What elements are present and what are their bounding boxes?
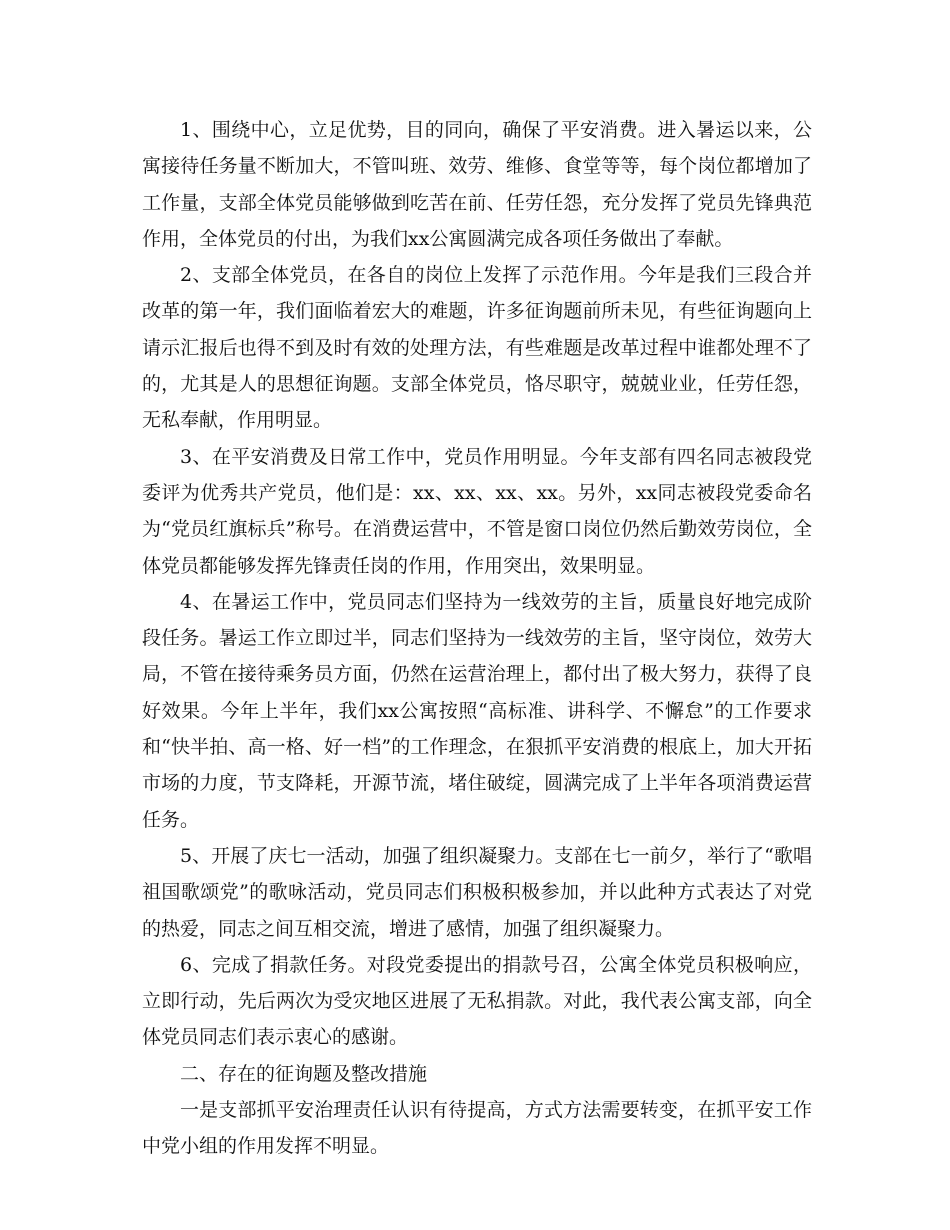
paragraph-4: 4、在暑运工作中，党员同志们坚持为一线效劳的主旨，质量良好地完成阶段任务。暑运工作立即过半，同志们坚持为一线效劳的主旨，坚守岗位，效劳大局，不管在接待乘务员方面，仍然在运营治理上，都付出了极大努力，获得了良好效果。今年上半年，我们xx公寓按照“高标准、讲科学、不懈怠”的工作要求和“快半拍、高一格、好一档”的工作理念，在狠抓平安消费的根底上，加大开拓市场的力度，节支降耗，开源节流，堵住破绽，圆满完成了上半年各项消费运营任务。 — [142, 590, 812, 831]
paragraph-6: 6、完成了捐款任务。对段党委提出的捐款号召，公寓全体党员积极响应，立即行动，先后两次为受灾地区进展了无私捐款。对此，我代表公寓支部，向全体党员同志们表示衷心的感谢。 — [142, 953, 812, 1049]
paragraph-1: 1、围绕中心，立足优势，目的同向，确保了平安消费。进入暑运以来，公寓接待任务量不断加大，不管叫班、效劳、维修、食堂等等，每个岗位都增加了工作量，支部全体党员能够做到吃苦在前、任劳任怨，充分发挥了党员先锋典范作用，全体党员的付出，为我们xx公寓圆满完成各项任务做出了奉献。 — [142, 119, 812, 250]
document-page — [142, 112, 812, 1165]
paragraph-2: 2、支部全体党员，在各自的岗位上发挥了示范作用。今年是我们三段合并改革的第一年，我们面临着宏大的难题，许多征询题前所未见，有些征询题向上请示汇报后也得不到及时有效的处理方法，有些难题是改革过程中谁都处理不了的，尤其是人的思想征询题。支部全体党员，恪尽职守，兢兢业业，任劳任怨，无私奉献，作用明显。 — [142, 264, 812, 432]
paragraph-5: 5、开展了庆七一活动，加强了组织凝聚力。支部在七一前夕，举行了“歌唱祖国歌颂党”的歌咏活动，党员同志们积极积极参加，并以此种方式表达了对党的热爱，同志之间互相交流，增进了感情，加强了组织凝聚力。 — [142, 844, 812, 940]
paragraph-3: 3、在平安消费及日常工作中，党员作用明显。今年支部有四名同志被段党委评为优秀共产党员，他们是：xx、xx、xx、xx。另外，xx同志被段党委命名为“党员红旗标兵”称号。在消费运营中，不管是窗口岗位仍然后勤效劳岗位，全体党员都能够发挥先锋责任岗的作用，作用突出，效果明显。 — [142, 445, 812, 577]
section-heading: 二、存在的征询题及整改措施 — [180, 1062, 428, 1085]
paragraph-7: 一是支部抓平安治理责任认识有待提高，方式方法需要转变，在抓平安工作中党小组的作用发挥不明显。 — [142, 1099, 812, 1158]
